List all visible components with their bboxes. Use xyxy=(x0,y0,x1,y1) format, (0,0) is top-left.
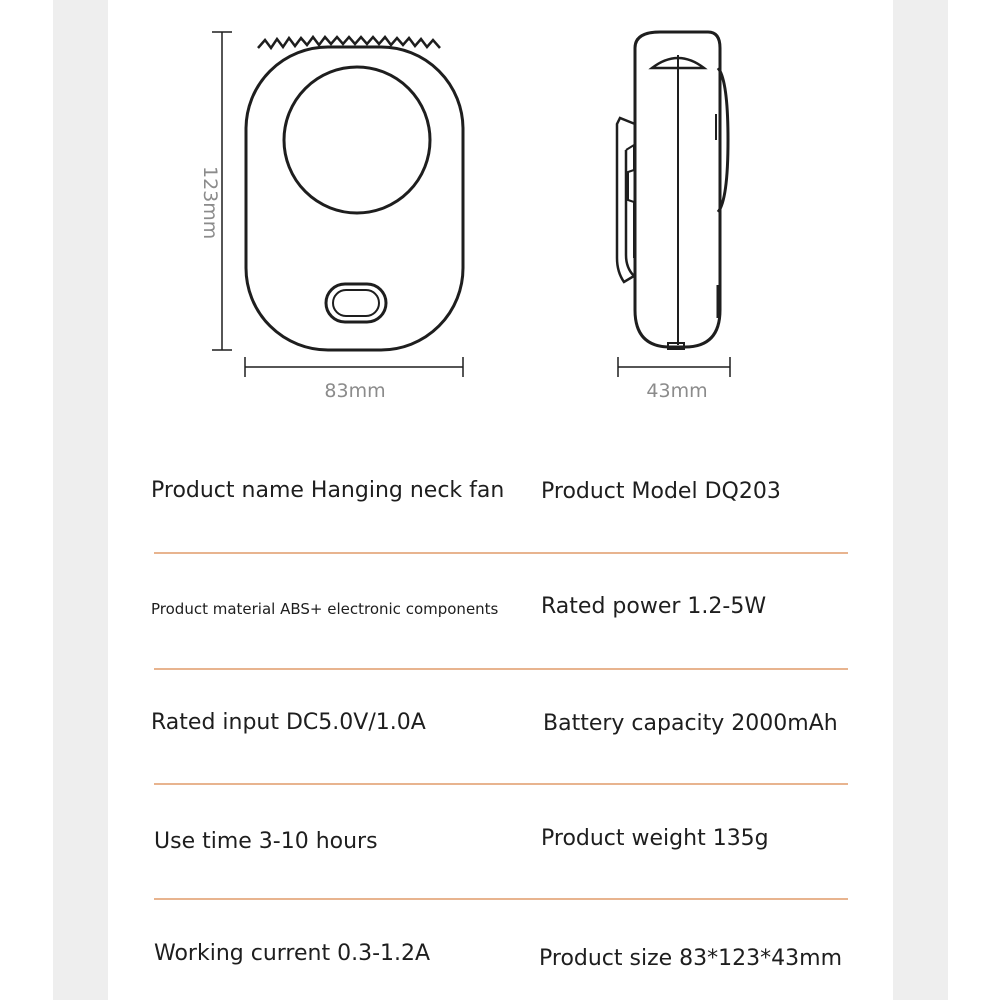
spec-rated-input: Rated input DC5.0V/1.0A xyxy=(151,710,426,735)
spec-divider xyxy=(154,552,848,554)
spec-divider xyxy=(154,783,848,785)
spec-battery-capacity: Battery capacity 2000mAh xyxy=(543,711,838,736)
spec-use-time: Use time 3-10 hours xyxy=(154,829,378,854)
spec-product-material: Product material ABS+ electronic components xyxy=(151,600,499,618)
height-dimension-label: 123mm xyxy=(199,166,221,240)
depth-dimension-label: 43mm xyxy=(646,380,708,402)
spec-product-name: Product name Hanging neck fan xyxy=(151,478,505,503)
front-view-body xyxy=(246,47,463,350)
spec-divider xyxy=(154,898,848,900)
spec-working-current: Working current 0.3-1.2A xyxy=(154,941,431,966)
width-dimension-line xyxy=(245,357,463,377)
spec-rated-power: Rated power 1.2-5W xyxy=(541,594,767,619)
width-dimension-label: 83mm xyxy=(324,380,386,402)
side-view-clip xyxy=(617,118,635,282)
front-view-drawing xyxy=(246,37,463,350)
side-view-drawing xyxy=(617,32,728,349)
depth-dimension-line xyxy=(618,357,730,377)
front-view-power-button-inner xyxy=(333,290,379,316)
spec-product-weight: Product weight 135g xyxy=(541,826,769,851)
front-view-fan-circle xyxy=(284,67,430,213)
spec-divider xyxy=(154,668,848,670)
spec-product-model: Product Model DQ203 xyxy=(541,479,781,504)
product-dimension-drawing xyxy=(0,0,1000,420)
spec-product-size: Product size 83*123*43mm xyxy=(539,946,843,971)
